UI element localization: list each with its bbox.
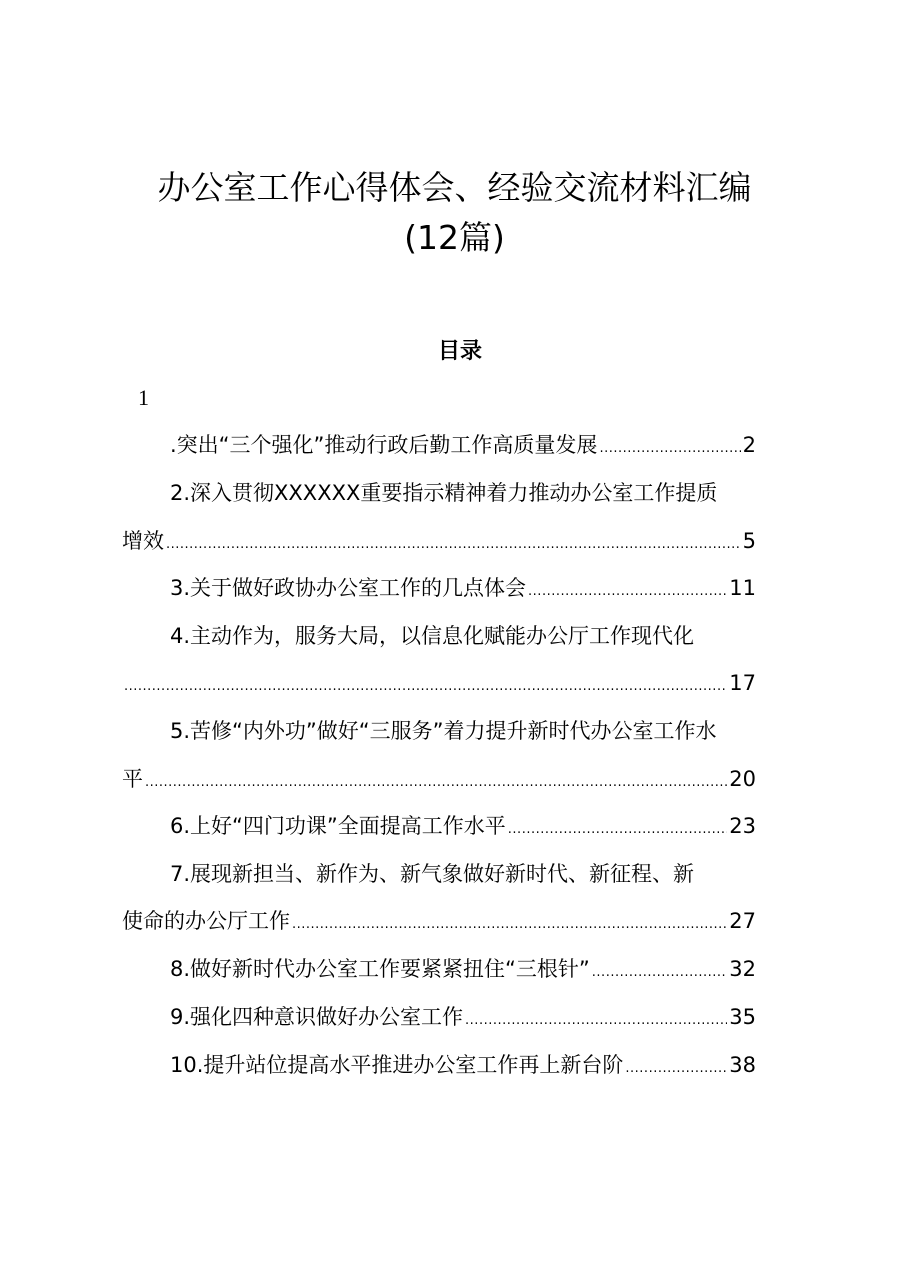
toc-entry-title-cont: 增效	[122, 529, 164, 553]
toc-entry-page: 27	[729, 909, 756, 933]
toc-leader-dots	[465, 1006, 727, 1036]
toc-entry-4-line2[interactable]	[122, 668, 756, 702]
toc-entry-4-line1[interactable]	[170, 621, 797, 651]
toc-heading: 目录	[437, 338, 482, 364]
toc-entry-page: 20	[729, 767, 756, 791]
toc-entry-2-line1[interactable]	[170, 478, 797, 508]
toc-entry-10[interactable]	[170, 1050, 756, 1084]
toc-entry-title: 3.关于做好政协办公室工作的几点体会	[170, 576, 527, 600]
toc-entry-5-line2[interactable]	[122, 764, 756, 798]
toc-entry-6[interactable]	[170, 811, 756, 845]
toc-leader-dots	[292, 910, 727, 940]
toc-entry-page: 5	[742, 529, 756, 553]
toc-leader-dots	[508, 815, 727, 845]
toc-leader-dots	[528, 577, 727, 607]
toc-entry-page: 2	[742, 433, 756, 457]
toc-entry-3[interactable]	[170, 573, 756, 607]
toc-entry-2-line2[interactable]	[122, 526, 756, 560]
toc-leader-dots	[592, 958, 727, 988]
toc-entry-7-line1[interactable]	[170, 859, 797, 889]
document-title-line1: 办公室工作心得体会、经验交流材料汇编	[157, 168, 752, 207]
toc-entry-9[interactable]	[170, 1002, 756, 1036]
toc-entry-title: 7.展现新担当、新作为、新气象做好新时代、新征程、新	[170, 862, 695, 886]
toc-leader-dots	[599, 434, 740, 464]
toc-entry-title: 4.主动作为，服务大局，以信息化赋能办公厅工作现代化	[170, 624, 695, 648]
toc-entry-page: 35	[729, 1005, 756, 1029]
toc-entry-title: 9.强化四种意识做好办公室工作	[170, 1005, 464, 1029]
toc-leader-dots	[625, 1054, 727, 1084]
document-title-line2: (12篇)	[404, 218, 505, 257]
toc-entry-8[interactable]	[170, 954, 756, 988]
toc-entry-1[interactable]	[170, 430, 756, 464]
toc-leader-dots	[145, 768, 727, 798]
page-marker: 1	[138, 385, 149, 410]
toc-entry-title: 2.深入贯彻XXXXXX重要指示精神着力推动办公室工作提质	[170, 481, 718, 505]
toc-entry-page: 23	[729, 814, 756, 838]
toc-entry-title: 5.苦修“内外功”做好“三服务”着力提升新时代办公室工作水	[170, 719, 717, 743]
toc-leader-dots	[124, 672, 727, 702]
toc-leader-dots	[166, 530, 741, 560]
toc-entry-5-line1[interactable]	[170, 716, 797, 746]
toc-entry-page: 17	[729, 671, 756, 695]
toc-entry-page: 38	[729, 1053, 756, 1077]
toc-entry-title: 6.上好“四门功课”全面提高工作水平	[170, 814, 506, 838]
toc-entry-page: 32	[729, 957, 756, 981]
toc-entry-title-cont: 平	[122, 767, 143, 791]
toc-entry-title: 10.提升站位提高水平推进办公室工作再上新台阶	[170, 1053, 624, 1077]
toc-entry-title: 8.做好新时代办公室工作要紧紧扭住“三根针”	[170, 957, 590, 981]
toc-entry-title-cont: 使命的办公厅工作	[122, 909, 290, 933]
toc-entry-page: 11	[729, 576, 756, 600]
toc-entry-7-line2[interactable]	[122, 906, 756, 940]
toc-entry-title: .突出“三个强化”推动行政后勤工作高质量发展	[170, 433, 598, 457]
